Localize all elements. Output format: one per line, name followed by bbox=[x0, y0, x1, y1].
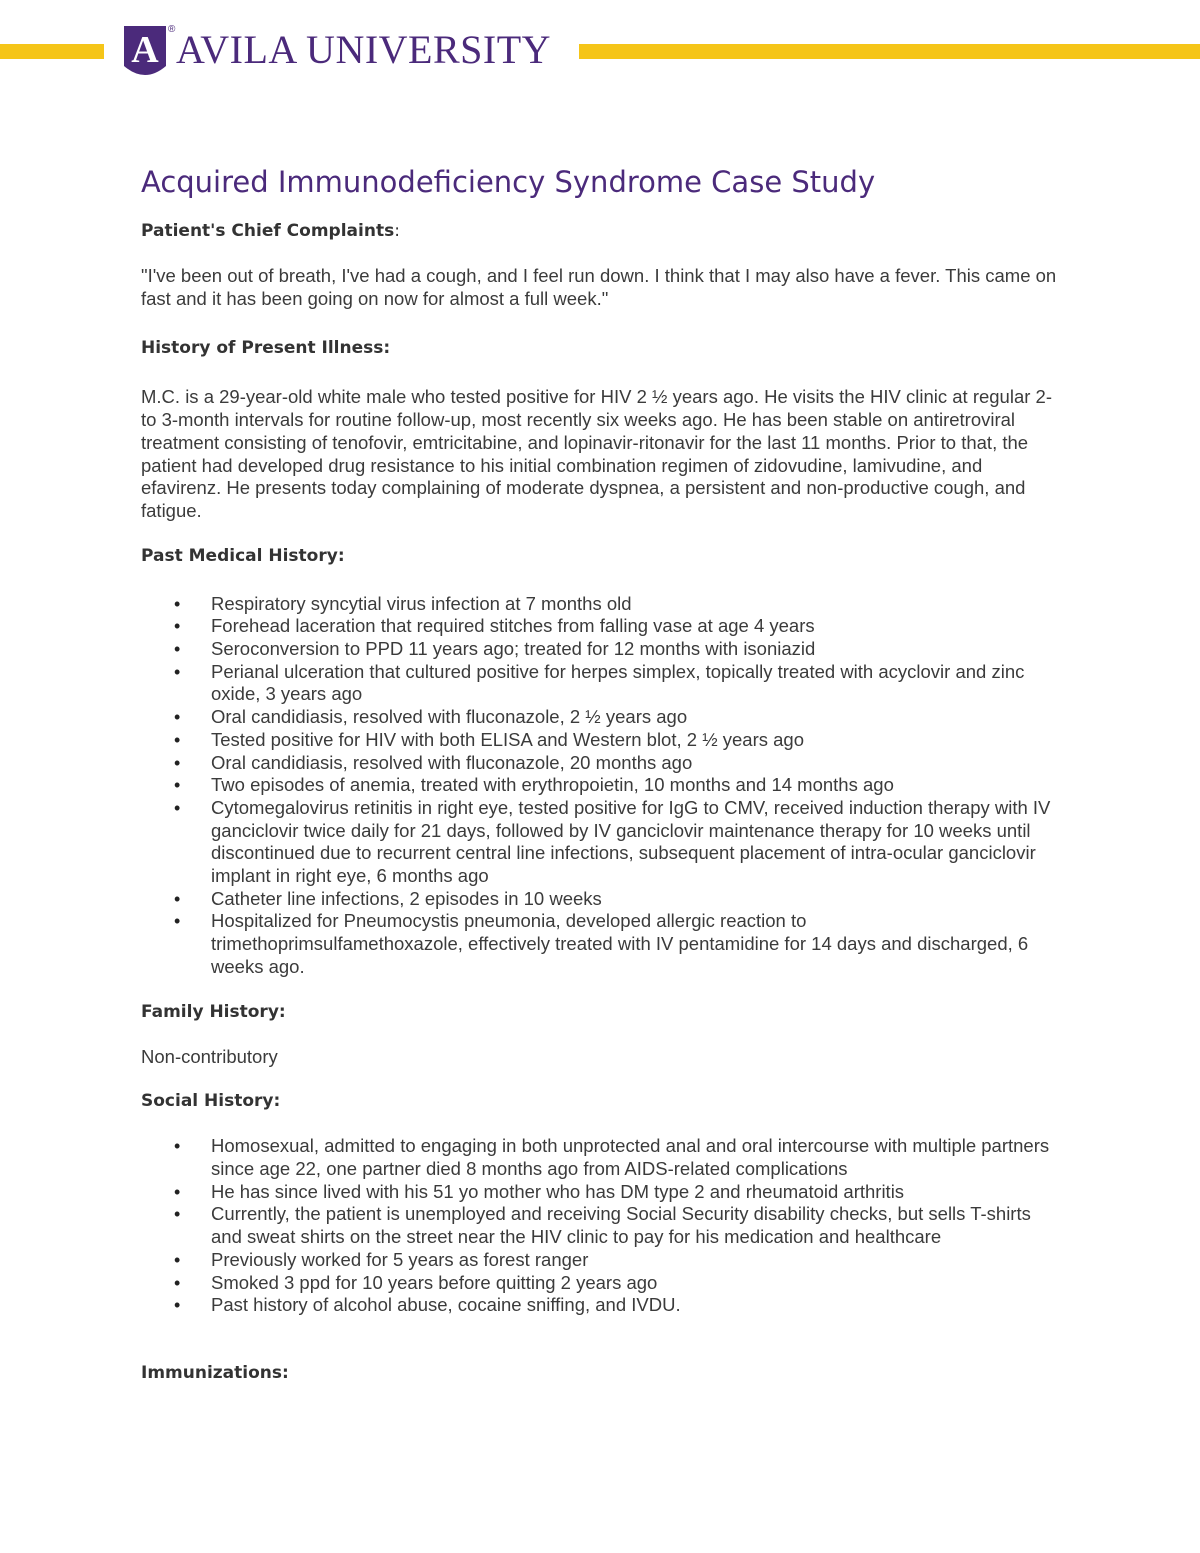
past-medical-list bbox=[141, 593, 1061, 979]
list-item: • Oral candidiasis, resolved with fluconazole, 2 ½ years ago bbox=[141, 706, 1061, 729]
list-item: • Oral candidiasis, resolved with fluconazole, 20 months ago bbox=[141, 752, 1061, 775]
family-history-text: Non-contributory bbox=[141, 1045, 278, 1067]
past-medical-heading: Past Medical History: bbox=[141, 545, 345, 566]
chief-complaints-heading bbox=[141, 220, 1061, 242]
family-history-heading: Family History: bbox=[141, 1001, 286, 1022]
list-item: • Previously worked for 5 years as forest ranger bbox=[141, 1249, 1061, 1272]
document-body bbox=[141, 160, 1061, 1407]
header-accent-bar-left bbox=[0, 44, 104, 59]
chief-complaints-colon: : bbox=[394, 221, 400, 241]
list-item: • Hospitalized for Pneumocystis pneumonia, developed allergic reaction to trimethoprimsulfamethoxazole, effectively treated with IV pentamidine for 14 days and discharged, 6 weeks ago. bbox=[141, 910, 1061, 978]
social-history-heading: Social History: bbox=[141, 1091, 281, 1112]
immunizations-heading: Immunizations: bbox=[141, 1362, 289, 1383]
list-item: • Tested positive for HIV with both ELISA and Western blot, 2 ½ years ago bbox=[141, 729, 1061, 752]
logo-mark-letter: A bbox=[131, 29, 159, 71]
registered-mark: ® bbox=[168, 24, 176, 35]
list-item: • Catheter line infections, 2 episodes in 10 weeks bbox=[141, 888, 1061, 911]
list-item: • Respiratory syncytial virus infection at 7 months old bbox=[141, 593, 1061, 616]
list-item: • Homosexual, admitted to engaging in both unprotected anal and oral intercourse with multiple partners since age 22, one partner died 8 months ago from AIDS-related complications bbox=[141, 1135, 1061, 1180]
list-item: • Currently, the patient is unemployed and receiving Social Security disability checks, but sells T-shirts and sweat shirts on the street near the HIV clinic to pay for his medication and healthcare bbox=[141, 1203, 1061, 1248]
page-title: Acquired Immunodeficiency Syndrome Case Study bbox=[141, 165, 876, 199]
avila-logo-icon bbox=[122, 26, 168, 80]
list-item: • Seroconversion to PPD 11 years ago; treated for 12 months with isoniazid bbox=[141, 638, 1061, 661]
list-item: • Forehead laceration that required stitches from falling vase at age 4 years bbox=[141, 615, 1061, 638]
present-illness-heading: History of Present Illness: bbox=[141, 338, 391, 359]
list-item: • Perianal ulceration that cultured positive for herpes simplex, topically treated with acyclovir and zinc oxide, 3 years ago bbox=[141, 661, 1061, 706]
present-illness-text: M.C. is a 29-year-old white male who tested positive for HIV 2 ½ years ago. He visits the HIV clinic at regular 2- to 3-month intervals for routine follow-up, most recently six weeks ago. He has been stable on antiretroviral treatment consisting of tenofovir, emtricitabine, and lopinavir-ritonavir for the last 11 months. Prior to that, the patient had developed drug resistance to his initial combination regimen of zidovudine, lamivudine, and efavirenz. He presents today complaining of moderate dyspnea, a persistent and non-productive cough, and fatigue. bbox=[141, 386, 1052, 521]
chief-complaints-heading-text: Patient's Chief Complaints bbox=[141, 221, 395, 241]
list-item: • Two episodes of anemia, treated with erythropoietin, 10 months and 14 months ago bbox=[141, 774, 1061, 797]
logo-wordmark: AVILA UNIVERSITY bbox=[176, 27, 552, 72]
list-item: • He has since lived with his 51 yo mother who has DM type 2 and rheumatoid arthritis bbox=[141, 1181, 1061, 1204]
list-item: • Cytomegalovirus retinitis in right eye, tested positive for IgG to CMV, received induction therapy with IV ganciclovir twice daily for 21 days, followed by IV ganciclovir maintenance therapy for 10 weeks until discontinued due to recurrent central line infections, subsequent placement of intra-ocular ganciclovir implant in right eye, 6 months ago bbox=[141, 797, 1061, 888]
social-history-list bbox=[141, 1135, 1061, 1317]
list-item: • Past history of alcohol abuse, cocaine sniffing, and IVDU. bbox=[141, 1294, 1061, 1317]
header-accent-bar-right bbox=[579, 44, 1200, 59]
list-item: • Smoked 3 ppd for 10 years before quitting 2 years ago bbox=[141, 1272, 1061, 1295]
chief-complaints-text: "I've been out of breath, I've had a cough, and I feel run down. I think that I may also have a fever. This came on fast and it has been going on now for almost a full week." bbox=[141, 265, 1057, 309]
